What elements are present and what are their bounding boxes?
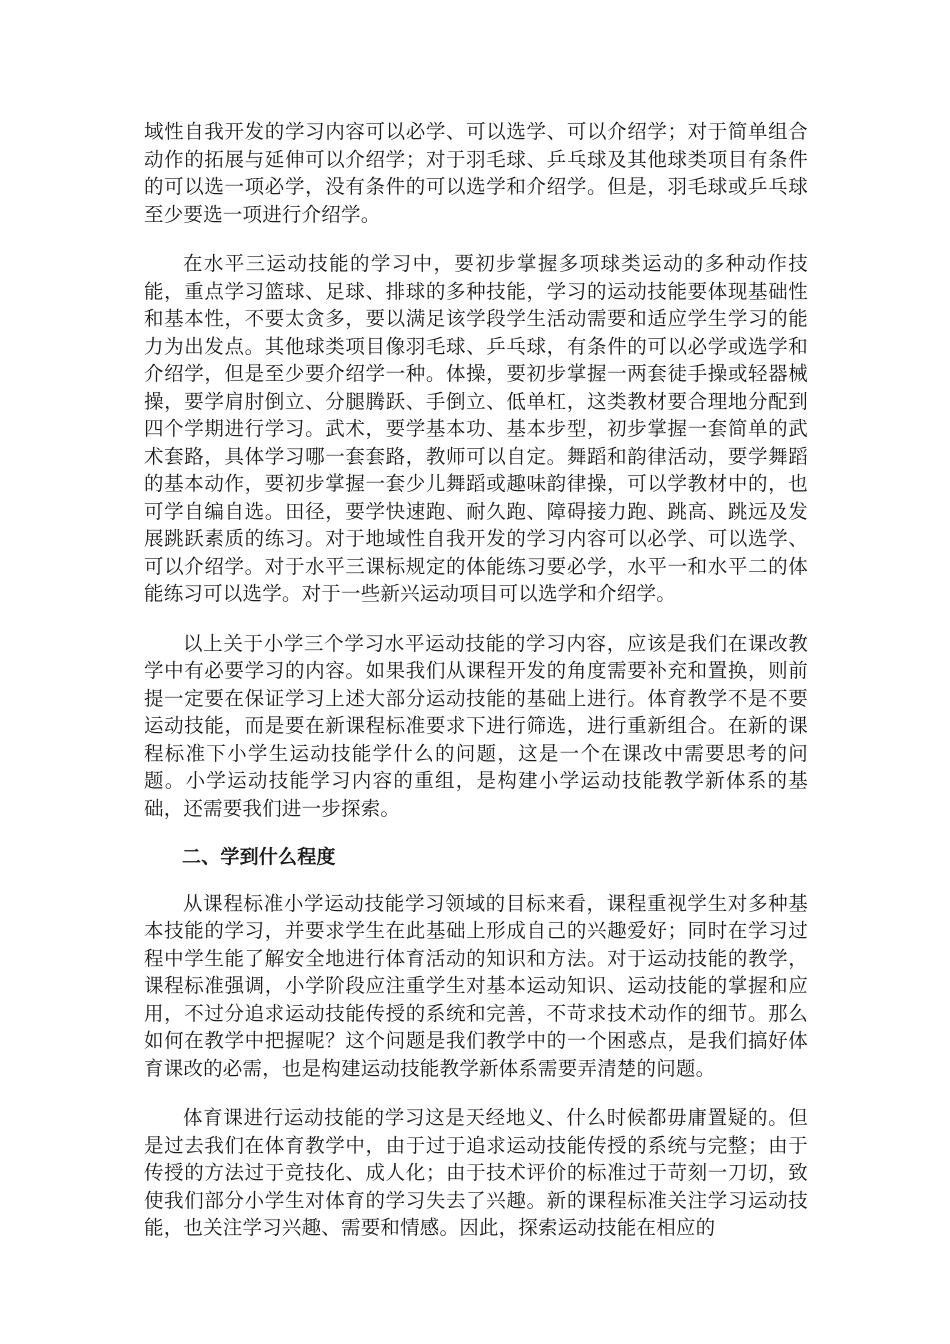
document-page — [144, 118, 808, 1264]
paragraph-curriculum-goals: 从课程标准小学运动技能学习领域的目标来看，课程重视学生对多种基本技能的学习，并要求学生在此基础上形成自己的兴趣爱好；同时在学习过程中学生能了解安全地进行体育活动的知识和方法。对于运动技能的教学，课程标准强调，小学阶段应注重学生对基本运动知识、运动技能的掌握和应用，不过分追求运动技能传授的系统和完善，不苛求技术动作的细节。那么如何在教学中把握呢？这个问题是我们教学中的一个困惑点，是我们搞好体育课改的必需，也是构建运动技能教学新体系需要弄清楚的问题。 — [144, 891, 808, 1080]
paragraph-level-three-skills: 在水平三运动技能的学习中，要初步掌握多项球类运动的多种动作技能，重点学习篮球、足球、排球的多种技能，学习的运动技能要体现基础性和基本性，不要太贪多，要以满足该学段学生活动需要和适应学生学习的能力为出发点。其他球类项目像羽毛球、乒乓球，有条件的可以必学或选学和介绍学，但是至少要介绍学一种。体操，要初步掌握一两套徒手操或轻器械操，要学肩肘倒立、分腿腾跃、手倒立、低单杠，这类教材要合理地分配到四个学期进行学习。武术，要学基本功、基本步型，初步掌握一套简单的武术套路，具体学习哪一套套路，教师可以自定。舞蹈和韵律活动，要学舞蹈的基本动作，要初步掌握一套少儿舞蹈或趣味韵律操，可以学教材中的，也可学自编自选。田径，要学快速跑、耐久跑、障碍接力跑、跳高、跳远及发展跳跃素质的练习。对于地域性自我开发的学习内容可以必学、可以选学、可以介绍学。对于水平三课标规定的体能练习要必学，水平一和水平二的体能练习可以选学。对于一些新兴运动项目可以选学和介绍学。 — [144, 252, 808, 605]
paragraph-summary: 以上关于小学三个学习水平运动技能的学习内容，应该是我们在课改教学中有必要学习的内容。如果我们从课程开发的角度需要补充和置换，则前提一定要在保证学习上述大部分运动技能的基础上进行。体育教学不是不要运动技能，而是要在新课程标准要求下进行筛选，进行重新组合。在新的课程标准下小学生运动技能学什么的问题，这是一个在课改中需要思考的问题。小学运动技能学习内容的重组，是构建小学运动技能教学新体系的基础，还需要我们进一步探索。 — [144, 631, 808, 820]
paragraph-skill-learning: 体育课进行运动技能的学习这是天经地义、什么时候都毋庸置疑的。但是过去我们在体育教学中，由于过于追求运动技能传授的系统与完整；由于传授的方法过于竞技化、成人化；由于技术评价的标准过于苛刻一刀切，致使我们部分小学生对体育的学习失去了兴趣。新的课程标准关注学习运动技能，也关注学习兴趣、需要和情感。因此，探索运动技能在相应的 — [144, 1106, 808, 1239]
section-heading: 二、学到什么程度 — [182, 846, 336, 868]
paragraph-continuation: 域性自我开发的学习内容可以必学、可以选学、可以介绍学；对于简单组合动作的拓展与延伸可以介绍学；对于羽毛球、乒乓球及其他球类项目有条件的可以选一项必学，没有条件的可以选学和介绍学。但是，羽毛球或乒乓球至少要选一项进行介绍学。 — [144, 120, 808, 226]
